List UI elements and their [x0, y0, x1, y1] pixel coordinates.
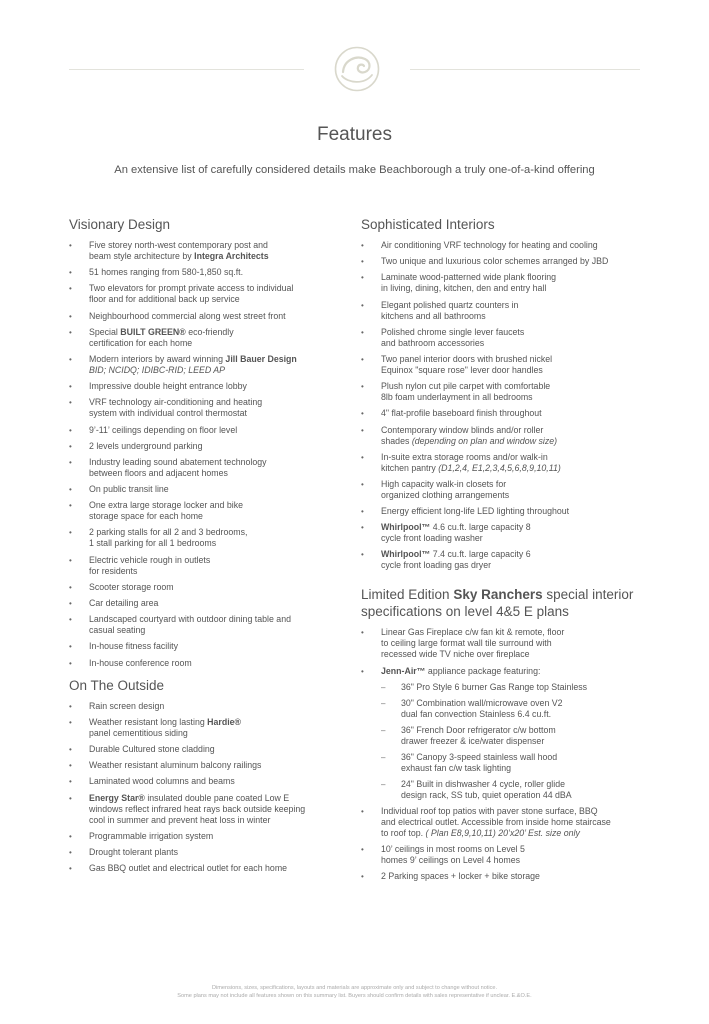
list-item: • 2 parking stalls for all 2 and 3 bedrooms, 1 stall parking for all 1 bedrooms — [69, 527, 354, 549]
list-item: • Two panel interior doors with brushed nickel Equinox "square rose" lever door handles — [361, 354, 651, 376]
list-item: • Contemporary window blinds and/or roller shades (depending on plan and window size) — [361, 425, 651, 447]
list-item: • In-house conference room — [69, 658, 354, 669]
list-item: • Linear Gas Fireplace c/w fan kit & remote, floor to ceiling large format wall tile surround with recessed wide TV niche over fireplace — [361, 627, 651, 660]
list-item: • Plush nylon cut pile carpet with comfortable 8lb foam underlayment in all bedrooms — [361, 381, 651, 403]
header-rule-left — [69, 69, 304, 70]
list-item: • Modern interiors by award winning Jill Bauer Design BID; NCIDQ; IDIBC-RID; LEED AP — [69, 354, 354, 376]
section-heading-on-the-outside: On The Outside — [69, 677, 165, 693]
list-item: • Industry leading sound abatement technology between floors and adjacent homes — [69, 457, 354, 479]
header-rule-right — [410, 69, 640, 70]
on-the-outside-list — [69, 701, 354, 875]
list-item: • Elegant polished quartz counters in kitchens and all bathrooms — [361, 300, 651, 322]
list-item: • Car detailing area — [69, 598, 354, 609]
sub-list-item: – 36" Pro Style 6 burner Gas Range top Stainless — [381, 682, 651, 693]
page-title: Features — [317, 124, 392, 145]
list-item: • Air conditioning VRF technology for heating and cooling — [361, 240, 651, 251]
wave-logo-icon — [334, 46, 380, 92]
appliance-sublist — [381, 682, 651, 801]
list-item: • Durable Cultured stone cladding — [69, 744, 354, 755]
list-item: • Whirlpool™ 7.4 cu.ft. large capacity 6 cycle front loading gas dryer — [361, 549, 651, 571]
sophisticated-interiors-list — [361, 240, 651, 571]
list-item: • In-house fitness facility — [69, 641, 354, 652]
section-heading-sophisticated-interiors: Sophisticated Interiors — [361, 217, 495, 232]
sub-list-item: – 24" Built in dishwasher 4 cycle, roller glide design rack, SS tub, quiet operation 44 dBA — [381, 779, 651, 801]
disclaimer-line: Dimensions, sizes, specifications, layouts and materials are approximate only and subject to change without notice. — [211, 985, 498, 991]
list-item: • On public transit line — [69, 484, 354, 495]
list-item: • Drought tolerant plants — [69, 847, 354, 858]
list-item: • Gas BBQ outlet and electrical outlet for each home — [69, 863, 354, 874]
list-item: • Polished chrome single lever faucets and bathroom accessories — [361, 327, 651, 349]
list-item: • Energy Star® insulated double pane coated Low E windows reflect infrared heat rays back outside keeping cool in summer and prevent heat loss in winter — [69, 793, 354, 826]
list-item: • Impressive double height entrance lobby — [69, 381, 354, 392]
left-column — [69, 216, 354, 879]
list-item: • Programmable irrigation system — [69, 831, 354, 842]
list-item: • Landscaped courtyard with outdoor dining table and casual seating — [69, 614, 354, 636]
list-item: • In-suite extra storage rooms and/or walk-in kitchen pantry (D1,2,4, E1,2,3,4,5,6,8,9,10,11) — [361, 452, 651, 474]
list-item: • VRF technology air-conditioning and heating system with individual control thermostat — [69, 397, 354, 419]
list-item: • Laminate wood-patterned wide plank flooring in living, dining, kitchen, den and entry hall — [361, 272, 651, 294]
list-item: • Weather resistant aluminum balcony railings — [69, 760, 354, 771]
list-item: • One extra large storage locker and bike storage space for each home — [69, 500, 354, 522]
visionary-design-list — [69, 240, 354, 669]
list-item: • Two elevators for prompt private access to individual floor and for additional back up service — [69, 283, 354, 305]
list-item: • Energy efficient long-life LED lighting throughout — [361, 506, 651, 517]
list-item: • Electric vehicle rough in outlets for residents — [69, 555, 354, 577]
intro-text: An extensive list of carefully considered details make Beachborough a truly one-of-a-kind offering — [114, 164, 595, 176]
list-item: • Rain screen design — [69, 701, 354, 712]
list-item: • 51 homes ranging from 580-1,850 sq.ft. — [69, 267, 354, 278]
sub-list-item: – 30" Combination wall/microwave oven V2 dual fan convection Stainless 6.4 cu.ft. — [381, 698, 651, 720]
list-item: • 4" flat-profile baseboard finish throughout — [361, 408, 651, 419]
list-item: • Scooter storage room — [69, 582, 354, 593]
list-item: • Weather resistant long lasting Hardie® panel cementitious siding — [69, 717, 354, 739]
list-item: • Five storey north-west contemporary post and beam style architecture by Integra Architects — [69, 240, 354, 262]
list-item: • 10’ ceilings in most rooms on Level 5 homes 9’ ceilings on Level 4 homes — [361, 844, 651, 866]
list-item: • 2 levels underground parking — [69, 441, 354, 452]
list-item: • Jenn-Air™ appliance package featuring: – 36" Pro Style 6 burner Gas Range top Stainless – 30" Combination wall/microwave oven V2 dual fan convection Stainless 6.4 cu.ft. – 36" French Door refrigerator c/w bottom drawer freezer & ice/water dispenser – 36" Canopy 3-speed stainless wall hood exhaust fan c/w task lighting – 24" Built in dishwasher 4 cycle, roller glide design rack, SS tub, quiet operation 44 dBA — [361, 666, 651, 801]
list-item: • 2 Parking spaces + locker + bike storage — [361, 871, 651, 882]
disclaimer-footer — [0, 985, 709, 1000]
list-item: • Two unique and luxurious color schemes arranged by JBD — [361, 256, 651, 267]
list-item: • Laminated wood columns and beams — [69, 776, 354, 787]
disclaimer-line: Some plans may not include all features shown on this summary list. Buyers should confirm details with sales representative if unclear. E.&O.E. — [177, 992, 532, 999]
section-heading-sky-ranchers: Limited Edition Sky Ranchers special interior specifications on level 4&5 E plans — [361, 587, 634, 619]
sub-list-item: – 36" Canopy 3-speed stainless wall hood exhaust fan c/w task lighting — [381, 752, 651, 774]
list-item: • High capacity walk-in closets for organized clothing arrangements — [361, 479, 651, 501]
sky-ranchers-list — [361, 627, 651, 882]
sub-list-item: – 36" French Door refrigerator c/w bottom drawer freezer & ice/water dispenser — [381, 725, 651, 747]
right-column — [361, 216, 651, 887]
list-item: • 9’-11’ ceilings depending on floor level — [69, 425, 354, 436]
list-item: • Whirlpool™ 4.6 cu.ft. large capacity 8 cycle front loading washer — [361, 522, 651, 544]
list-item: • Individual roof top patios with paver stone surface, BBQ and electrical outlet. Accessible from inside home staircase to roof top. ( Plan E8,9,10,11) 20’x20’ Est. size only — [361, 806, 651, 839]
section-heading-visionary-design: Visionary Design — [69, 217, 171, 232]
list-item: • Special BUILT GREEN® eco-friendly certification for each home — [69, 327, 354, 349]
list-item: • Neighbourhood commercial along west street front — [69, 311, 354, 322]
